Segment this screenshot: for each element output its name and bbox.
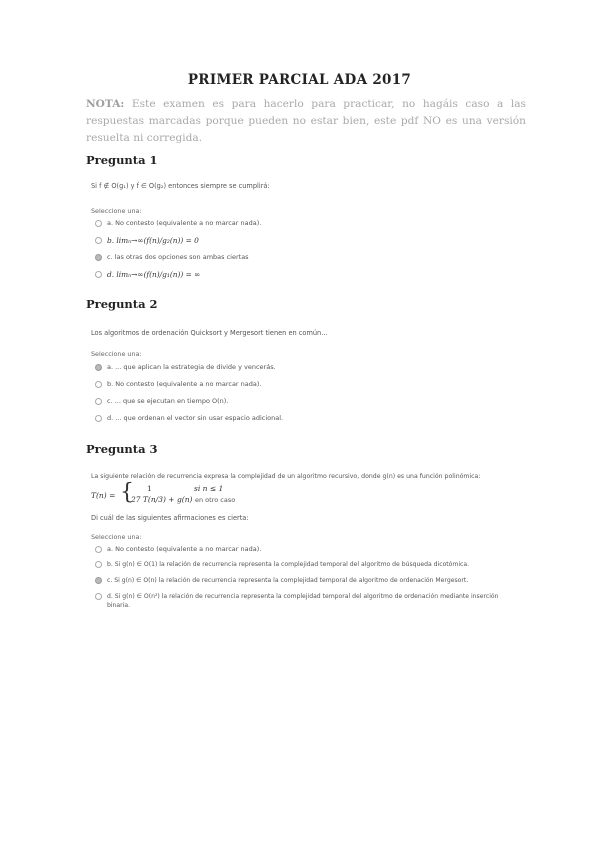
radio-button-selected[interactable] [95,577,102,584]
option-label: b. limₙ→∞(f(n)/g₂(n)) = 0 [107,236,199,245]
question-3-option-b[interactable] [95,560,469,570]
question-1-option-d[interactable] [95,270,200,280]
radio-button-selected[interactable] [95,364,102,371]
page-title: PRIMER PARCIAL ADA 2017 [187,72,412,88]
option-label: c. ... que se ejecutan en tiempo O(n). [107,397,229,405]
question-3-text: La siguiente relación de recurrencia expresa la complejidad de un algoritmo recursivo, donde g(n) es una función polinómica: [91,473,481,480]
question-1-select-label: Seleccione una: [91,207,142,215]
question-3-title: Pregunta 3 [86,442,158,456]
recurrence-relation [91,480,291,508]
option-label: b. Si g(n) ∈ O(1) la relación de recurrencia representa la complejidad temporal del algoritmo de búsqueda dicotómica. [107,561,470,568]
question-3-option-a[interactable] [95,545,261,555]
question-2-option-b[interactable] [95,380,261,390]
option-label: c. Si g(n) ∈ O(n) la relación de recurrencia representa la complejidad temporal de algoritmo de ordenación Mergesort. [107,577,469,584]
question-3-option-c[interactable] [95,576,468,586]
radio-button[interactable] [95,593,102,600]
radio-button[interactable] [95,271,102,278]
radio-button[interactable] [95,381,102,388]
question-2-text: Los algoritmos de ordenación Quicksort y Mergesort tienen en común... [91,329,328,337]
radio-button[interactable] [95,398,102,405]
question-2-select-label: Seleccione una: [91,350,142,358]
radio-button-selected[interactable] [95,254,102,261]
question-1-option-a[interactable] [95,219,261,229]
disclaimer-note [86,96,526,147]
option-label: d. limₙ→∞(f(n)/g₁(n)) = ∞ [107,270,201,279]
option-label: d. ... que ordenan el vector sin usar espacio adicional. [107,414,284,422]
option-label: d. Si g(n) ∈ O(n²) la relación de recurrencia representa la complejidad temporal del algoritmo de ordenación mediante inserción binaria. [107,593,499,609]
radio-button[interactable] [95,237,102,244]
question-1-title: Pregunta 1 [86,153,158,167]
note-text: Este examen es para hacerlo para practicar, no hagáis caso a las respuestas marcadas porque pueden no estar bien, este pdf NO es una versión resuelta ni corregida. [86,98,526,144]
question-1-option-b[interactable] [95,236,199,246]
question-2-option-a[interactable] [95,363,276,373]
option-label: b. No contesto (equivalente a no marcar nada). [107,380,262,388]
question-1-option-c[interactable] [95,253,249,263]
recurrence-case-2-value: 27 T(n/3) + g(n) [131,495,193,504]
recurrence-brace: { [120,480,134,505]
question-3-select-label: Seleccione una: [91,533,142,541]
radio-button[interactable] [95,220,102,227]
radio-button[interactable] [95,546,102,553]
question-3-option-d[interactable] [95,592,522,614]
recurrence-case-1-value: 1 [147,484,152,493]
option-label: a. No contesto (equivalente a no marcar nada). [107,545,262,553]
recurrence-case-1-condition: si n ≤ 1 [194,484,224,493]
recurrence-lhs: T(n) = [91,491,116,500]
radio-button[interactable] [95,561,102,568]
option-label: a. ... que aplican la estrategia de divide y vencerás. [107,363,276,371]
option-label: a. No contesto (equivalente a no marcar nada). [107,219,262,227]
note-label: NOTA: [86,98,125,110]
question-3-prompt: Di cuál de las siguientes afirmaciones es cierta: [91,514,249,522]
recurrence-case-2-condition: en otro caso [195,496,236,504]
radio-button[interactable] [95,415,102,422]
question-1-text: Si f ∉ O(g₁) y f ∈ O(g₂) entonces siempre se cumplirá: [91,182,270,190]
question-2-title: Pregunta 2 [86,297,158,311]
question-2-option-d[interactable] [95,414,283,424]
question-2-option-c[interactable] [95,397,228,407]
option-label: c. las otras dos opciones son ambas ciertas [107,253,249,261]
